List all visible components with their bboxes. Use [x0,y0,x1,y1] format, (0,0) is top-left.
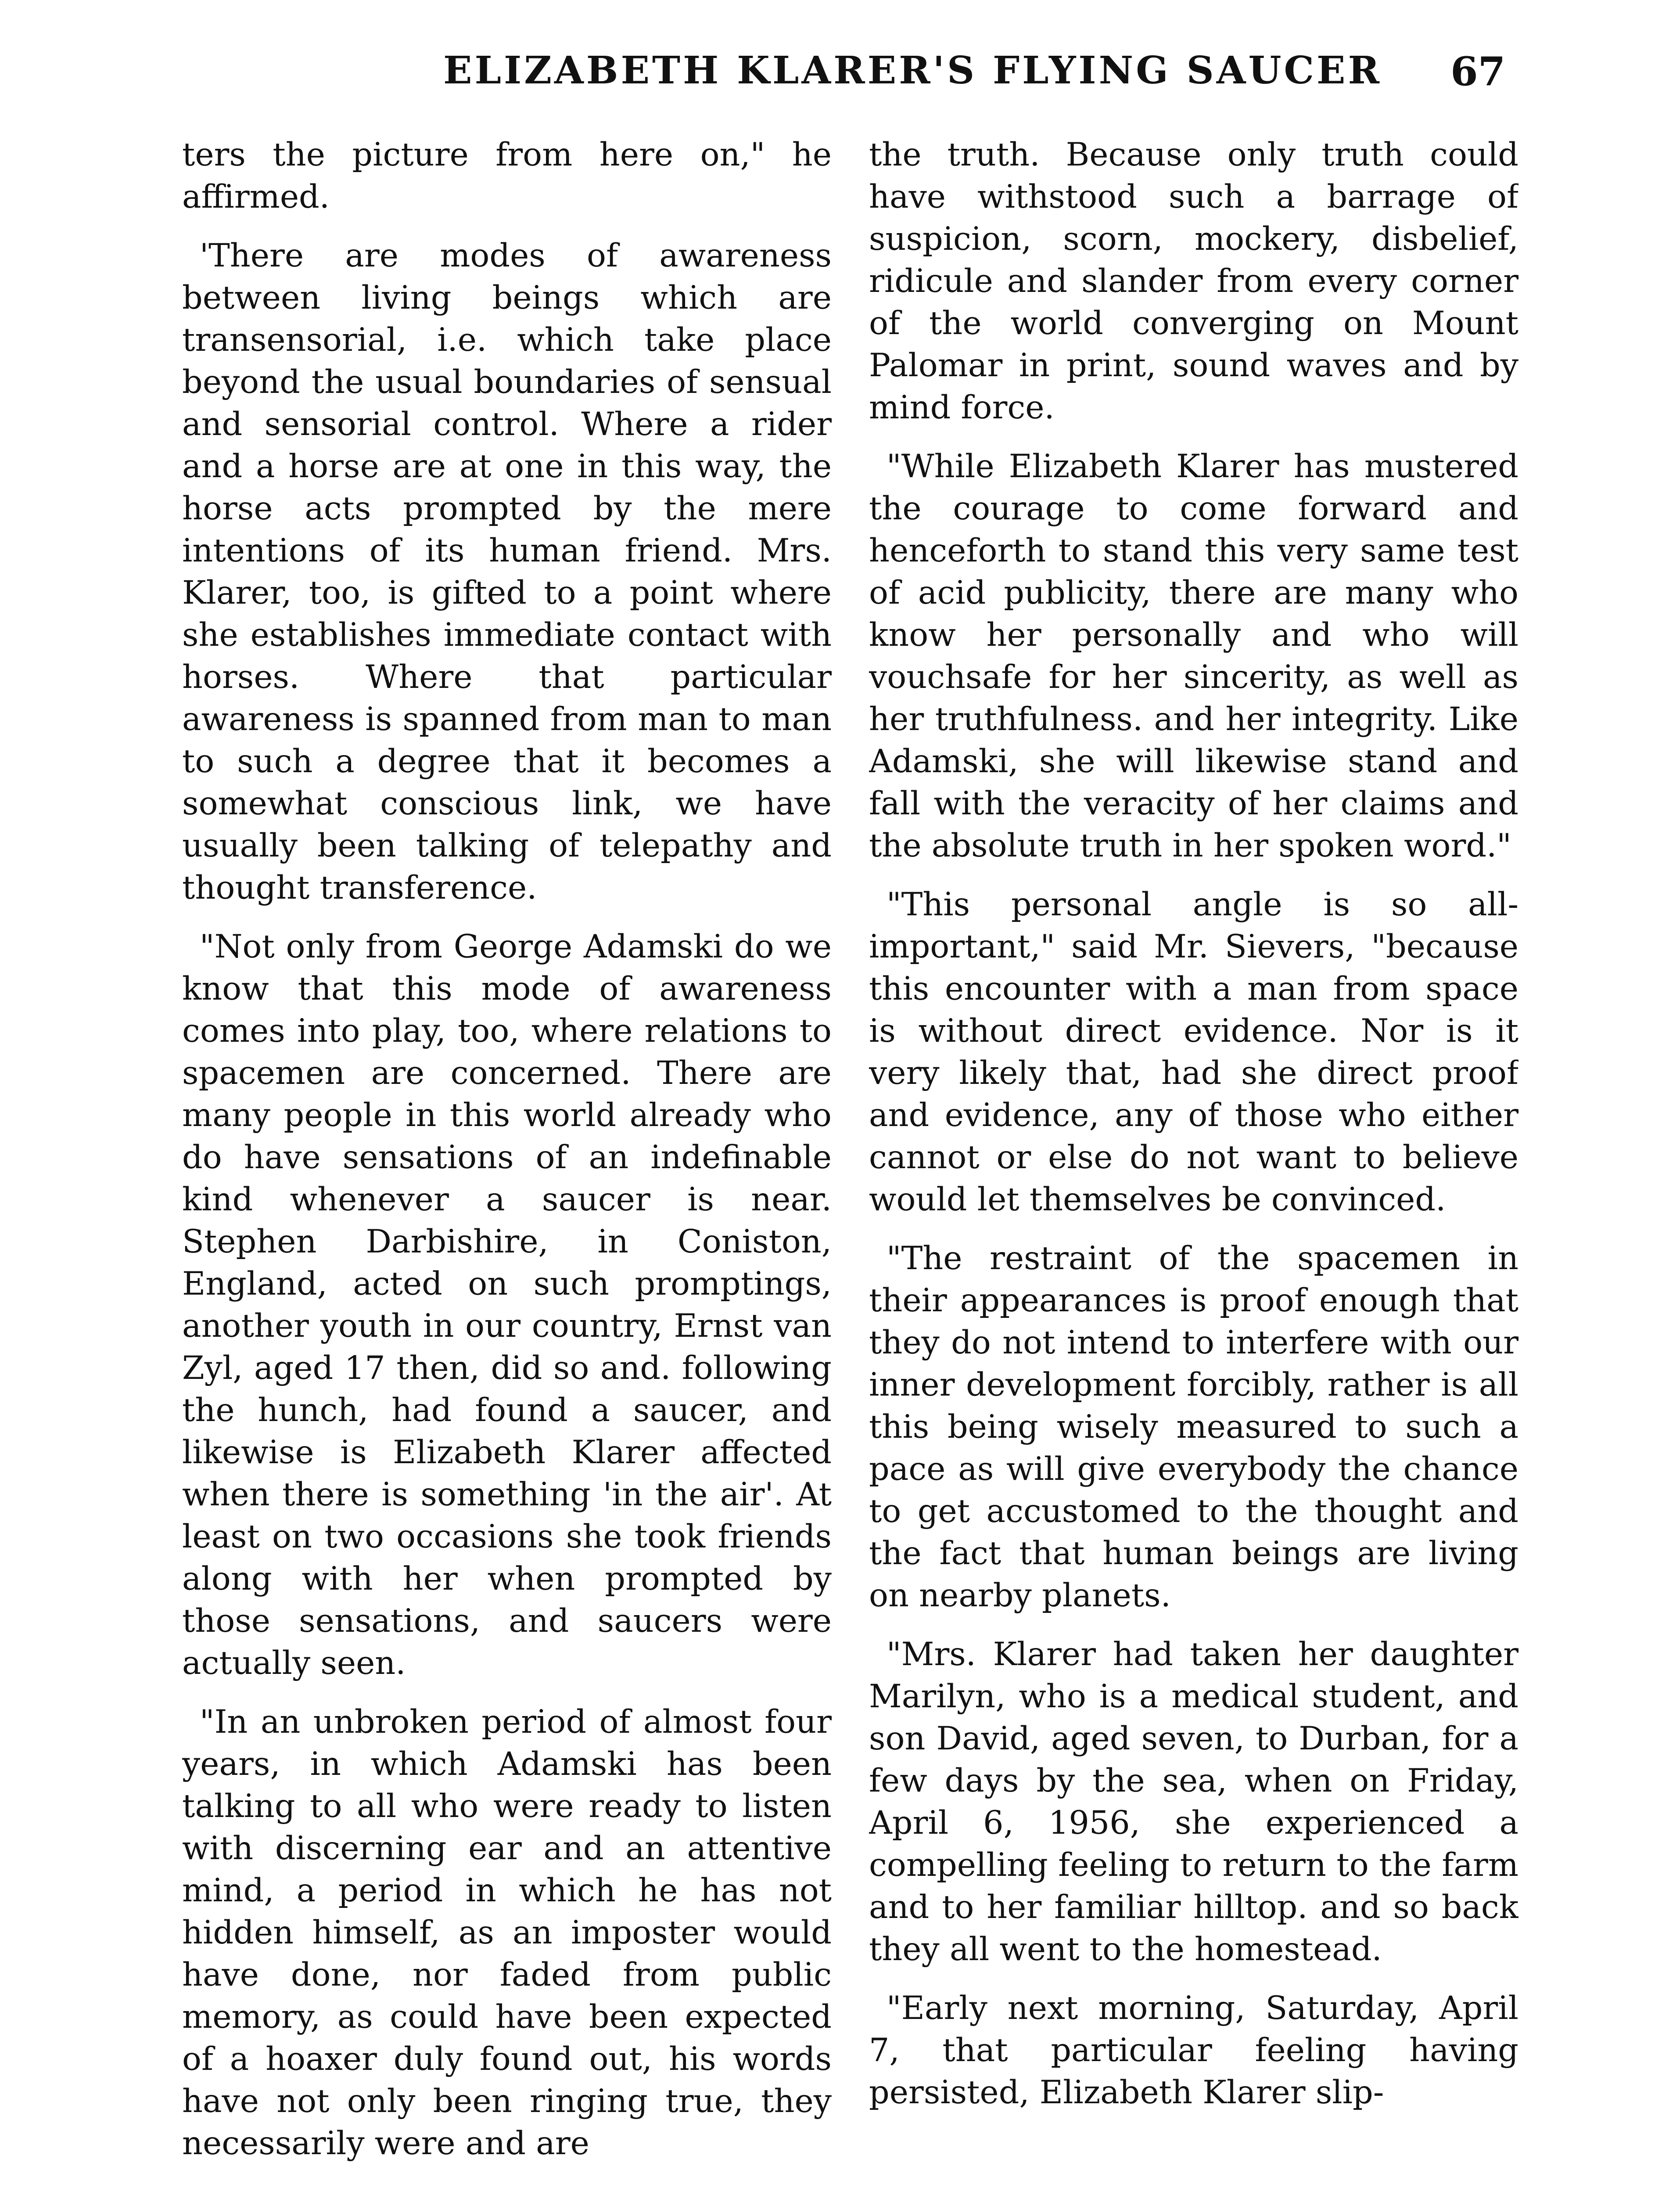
paragraph: "The restraint of the spacemen in their appearances is proof enough that they do not intend to interfere with our inner development forcibly, rather is all this being wisely measured to such a pace as will give everybody the chance to get accustomed to the thought and the fact that human beings are living on nearby planets. [869,1240,1518,1614]
page-number: 67 [1450,48,1506,95]
paragraph: "While Elizabeth Klarer has mustered the courage to come forward and henceforth to stand this very same test of acid publicity, there are many who know her personally and who will vouchsafe for her sincerity, as well as her truthfulness. and her integrity. Like Adamski, she will likewise stand and fall with the veracity of her claims and the absolute truth in her spoken word." [869,448,1518,864]
paragraph: "Mrs. Klarer had taken her daughter Marilyn, who is a medical student, and son David, aged seven, to Durban, for a few days by the sea, when on Friday, April 6, 1956, she experienced a compelling feeling to return to the farm and to her familiar hilltop. and so back they all went to the homestead. [869,1636,1518,1968]
paragraph: "Early next morning, Saturday, April 7, that particular feeling having persisted, Elizabeth Klarer slip- [869,1990,1518,2111]
paragraph: 'There are modes of awareness between living beings which are transensorial, i.e. which take place beyond the usual boundaries of sensual and sensorial control. Where a rider and a horse are at one in this way, the horse acts prompted by the mere intentions of its human friend. Mrs. Klarer, too, is gifted to a point where she establishes immediate contact with horses. Where that particular awareness is spanned from man to man to such a degree that it becomes a somewhat conscious link, we have usually been talking of telepathy and thought transference. [182,237,832,907]
paragraph: "This personal angle is so all-important," said Mr. Sievers, "because this encounter with a man from space is without direct evidence. Nor is it very likely that, had she direct proof and evidence, any of those who either cannot or else do not want to believe would let themselves be convinced. [869,886,1518,1218]
paragraph: ters the picture from here on," he affirmed. [182,136,832,216]
page-header [0,48,1680,105]
right-column [869,134,1518,2195]
running-head: ELIZABETH KLARER'S FLYING SAUCER [443,48,1382,93]
paragraph: "In an unbroken period of almost four years, in which Adamski has been talking to all who were ready to listen with discerning ear and an attentive mind, a period in which he has not hidden himself, as an imposter would have done, nor faded from public memory, as could have been expected of a hoaxer duly found out, his words have not only been ringing true, they necessarily were and are [182,1703,832,2162]
paragraph: "Not only from George Adamski do we know that this mode of awareness comes into play, too, where relations to spacemen are concerned. There are many people in this world already who do have sensations of an indefinable kind whenever a saucer is near. Stephen Darbishire, in Coniston, England, acted on such promptings, another youth in our country, Ernst van Zyl, aged 17 then, did so and. following the hunch, had found a saucer, and likewise is Elizabeth Klarer affected when there is something 'in the air'. At least on two occasions she took friends along with her when prompted by those sensations, and saucers were actually seen. [182,928,832,1682]
left-column [182,134,832,2195]
paragraph: the truth. Because only truth could have withstood such a barrage of suspicion, scorn, mockery, disbelief, ridicule and slander from every corner of the world converging on Mount Palomar in print, sound waves and by mind force. [869,136,1518,426]
